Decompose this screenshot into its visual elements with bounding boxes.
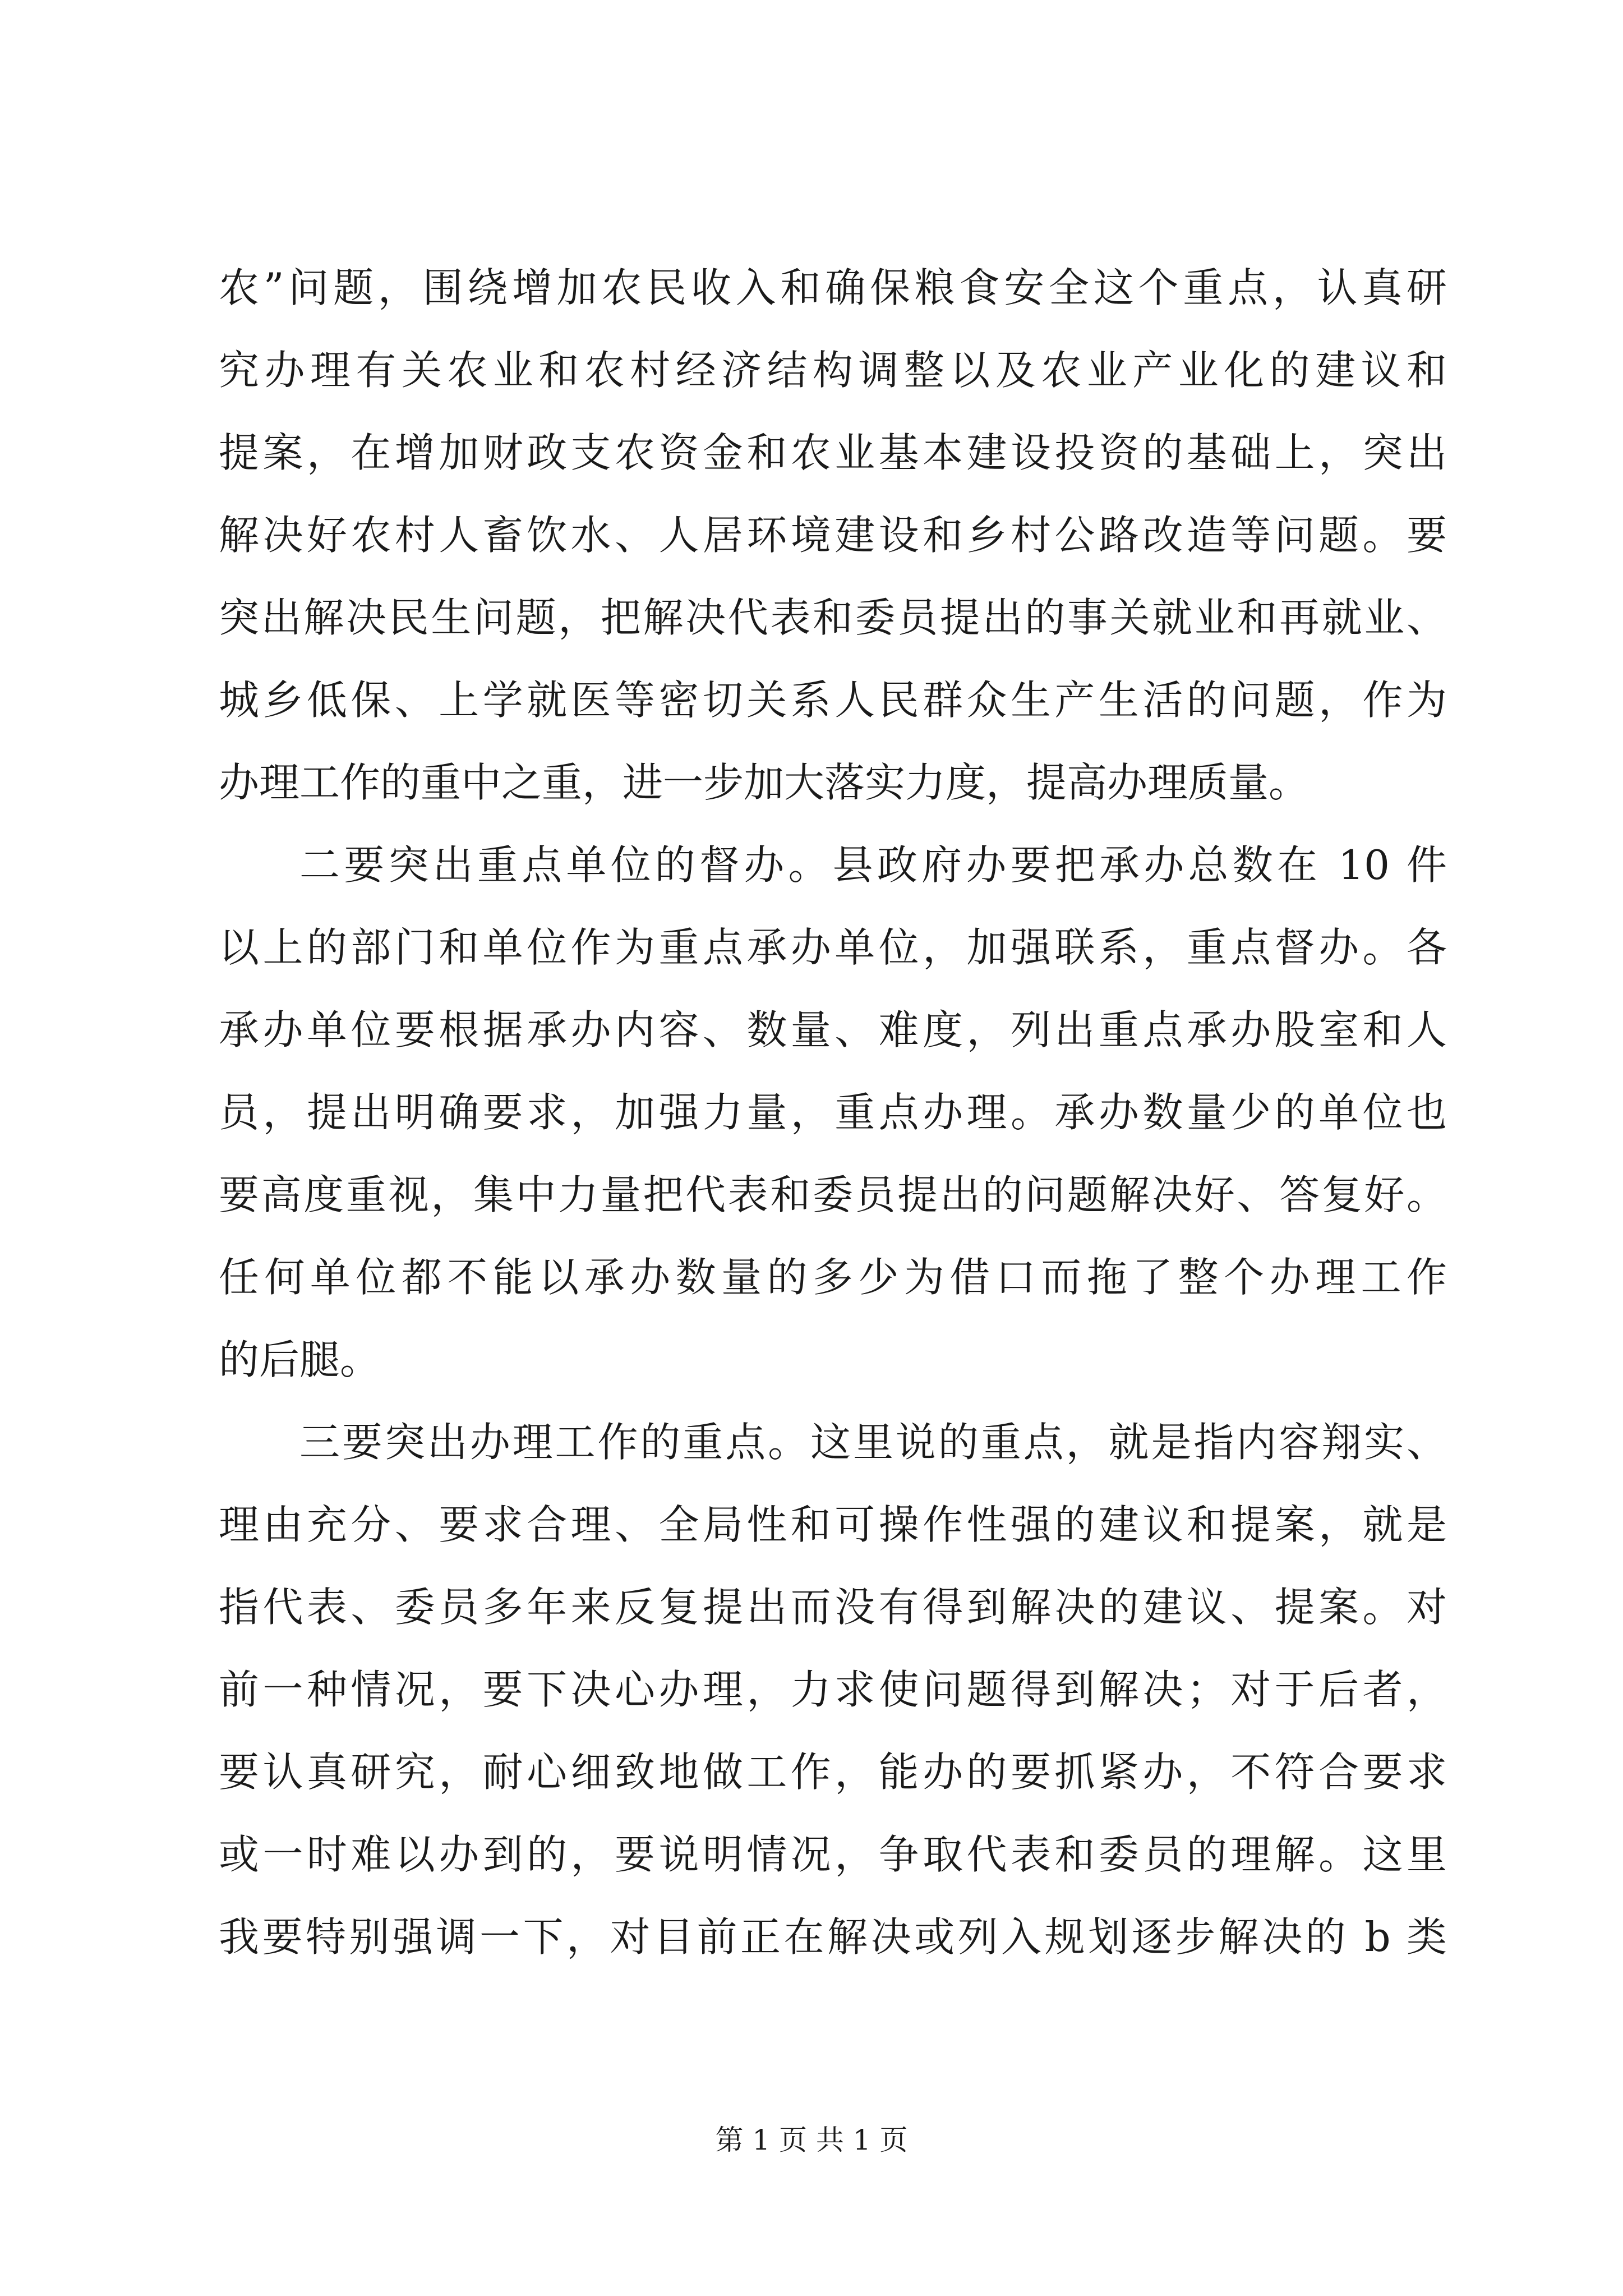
text-line: 我要特别强调一下，对目前正在解决或列入规划逐步解决的 b 类 (219, 1913, 1447, 1961)
text-line: 任何单位都不能以承办数量的多少为借口而拖了整个办理工作 (219, 1254, 1447, 1301)
text-line: 员，提出明确要求，加强力量，重点办理。承办数量少的单位也 (219, 1089, 1447, 1136)
text-line: 前一种情况，要下决心办理，力求使问题得到解决；对于后者， (219, 1666, 1447, 1713)
text-line: 农”问题，围绕增加农民收入和确保粮食安全这个重点，认真研 (219, 264, 1447, 311)
paragraph-3 (219, 1401, 1447, 1978)
document-body (219, 247, 1447, 1978)
text-line: 要认真研究，耐心细致地做工作，能办的要抓紧办，不符合要求 (219, 1749, 1447, 1796)
page-number-label: 第 1 页 共 1 页 (715, 2124, 908, 2156)
text-line: 理由充分、要求合理、全局性和可操作性强的建议和提案，就是 (219, 1501, 1447, 1548)
text-line: 或一时难以办到的，要说明情况，争取代表和委员的理解。这里 (219, 1831, 1447, 1878)
page-footer (0, 2118, 1623, 2158)
text-line: 突出解决民生问题，把解决代表和委员提出的事关就业和再就业、 (219, 594, 1447, 641)
text-line: 承办单位要根据承办内容、数量、难度，列出重点承办股室和人 (219, 1006, 1447, 1053)
text-line: 要高度重视，集中力量把代表和委员提出的问题解决好、答复好。 (219, 1171, 1447, 1218)
paragraph-1 (219, 247, 1447, 824)
text-line: 城乡低保、上学就医等密切关系人民群众生产生活的问题，作为 (219, 677, 1447, 724)
text-line: 提案，在增加财政支农资金和农业基本建设投资的基础上，突出 (219, 429, 1447, 476)
text-line: 办理工作的重中之重，进一步加大落实力度，提高办理质量。 (219, 759, 1310, 806)
text-line: 三要突出办理工作的重点。这里说的重点，就是指内容翔实、 (299, 1419, 1447, 1466)
text-line: 解决好农村人畜饮水、人居环境建设和乡村公路改造等问题。要 (219, 512, 1447, 559)
text-line: 以上的部门和单位作为重点承办单位，加强联系，重点督办。各 (219, 924, 1447, 971)
text-line: 指代表、委员多年来反复提出而没有得到解决的建议、提案。对 (219, 1584, 1447, 1631)
text-line: 的后腿。 (219, 1336, 381, 1383)
paragraph-2 (219, 824, 1447, 1401)
text-line: 究办理有关农业和农村经济结构调整以及农业产业化的建议和 (219, 347, 1447, 394)
text-line: 二要突出重点单位的督办。县政府办要把承办总数在 10 件 (299, 841, 1447, 889)
